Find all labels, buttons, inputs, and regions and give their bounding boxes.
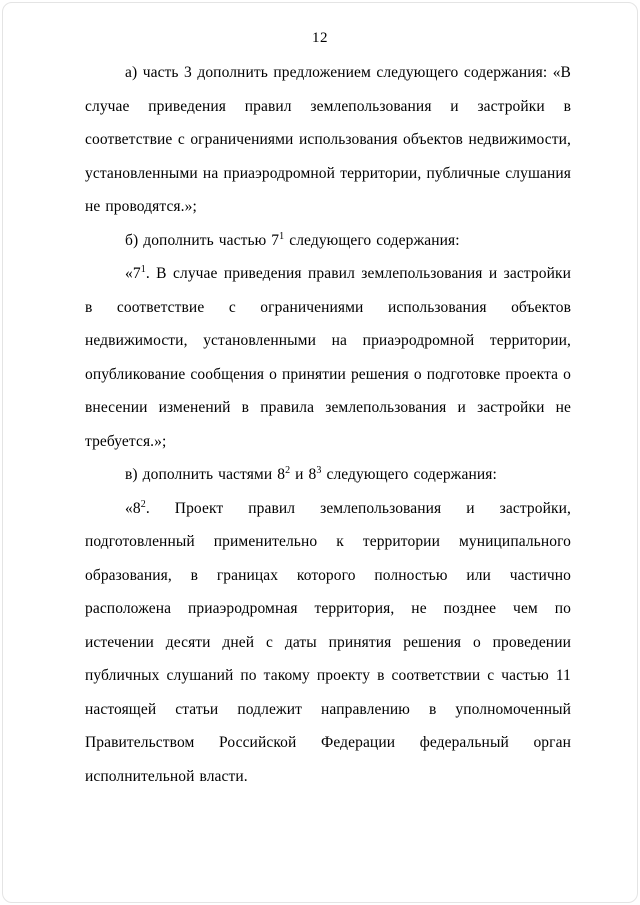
- text-run: и 8: [290, 466, 317, 483]
- text-run: . В случае приведения правил землепользования и застройки в соответствие с ограничениями использования объектов недвижимости, установленными на приаэродромной территории, опубликование сообщения о принятии решения о подготовке проекта о внесении изменений в правила землепользования и застройки не требуется.»;: [85, 265, 571, 450]
- paragraph: [85, 458, 571, 492]
- text-run: а) часть 3 дополнить предложением следующего содержания: «В случае приведения правил землепользования и застройки в соответствие с ограничениями использования объектов недвижимости, установленными на приаэродромной территории, публичные слушания не проводятся.»;: [85, 64, 571, 215]
- page-number: 12: [312, 30, 328, 46]
- text-run: следующего содержания:: [284, 231, 460, 249]
- superscript: 2: [140, 498, 146, 510]
- text-run: . Проект правил землепользования и застройки, подготовленный применительно к территории муниципального образования, в границах которого полностью или частично расположена приаэродромная территория, не позднее чем по истечении десяти дней с даты принятия решения о проведении публичных слушаний по такому проекту в соответствии с частью 11 настоящей статьи подлежит направлению в уполномоченный Правительством Российской Федерации федеральный орган исполнительной власти.: [85, 499, 571, 785]
- paragraph: [85, 492, 571, 794]
- paragraph: [85, 56, 571, 224]
- paragraph: [85, 257, 571, 458]
- text-run: следующего содержания:: [321, 466, 497, 483]
- superscript: 3: [316, 464, 322, 476]
- superscript: 1: [140, 263, 146, 275]
- text-run: «8: [125, 499, 141, 517]
- document-body: [85, 56, 571, 793]
- superscript: 2: [285, 464, 291, 476]
- text-run: б) дополнить частью 7: [125, 231, 280, 249]
- text-run: «7: [125, 265, 141, 282]
- superscript: 1: [279, 230, 285, 242]
- text-run: в) дополнить частями 8: [125, 466, 286, 483]
- paragraph: [85, 224, 571, 258]
